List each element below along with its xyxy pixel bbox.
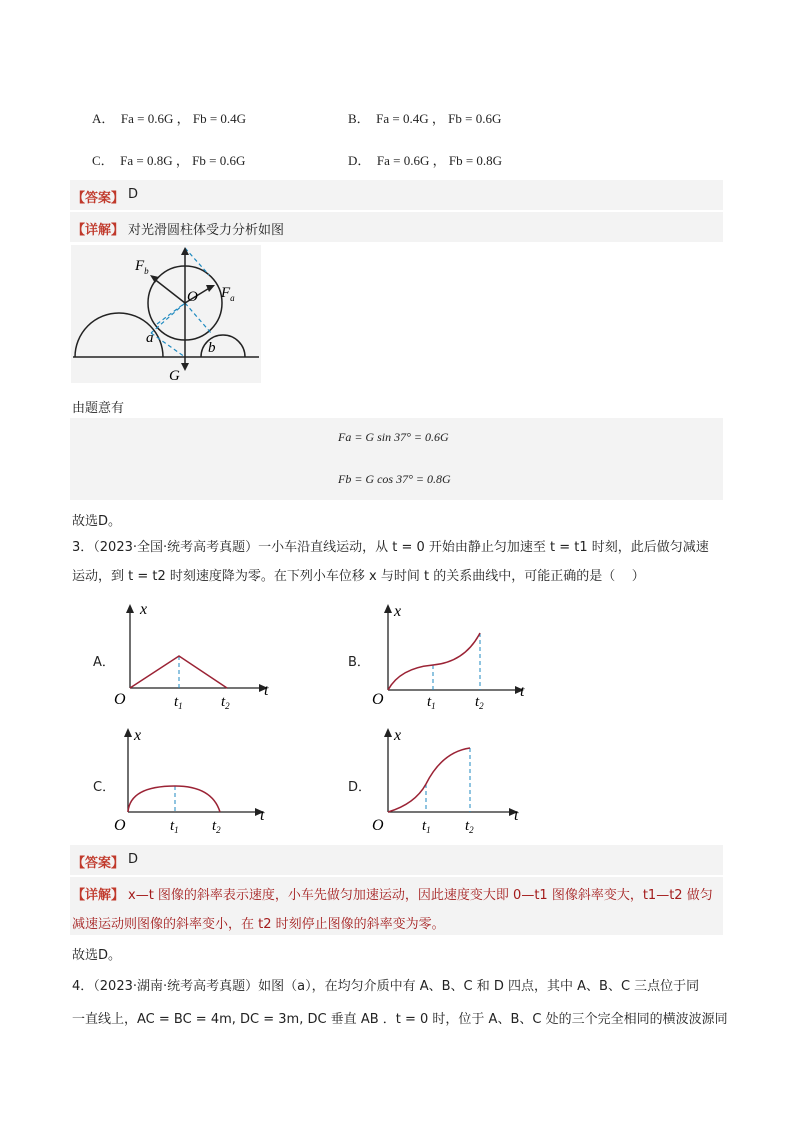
label-o: O — [187, 289, 198, 305]
origin-label: O — [114, 691, 126, 708]
graph-a-label: A． — [93, 655, 115, 670]
q3-answer-tag: 【答案】 — [72, 856, 125, 871]
t2-label: $t_2$ — [221, 694, 230, 711]
option-c: C． Fa = 0.8G ， Fb = 0.6G — [92, 153, 246, 168]
formula-fa: Fa = G sin 37° = 0.6G — [338, 430, 449, 444]
label-g: G — [169, 368, 180, 383]
t1-label: $t_1$ — [427, 694, 436, 711]
q3-line1: 3．（2023·全国·统考高考真题）一小车沿直线运动，从 t = 0 开始由静止匀加速至 t = t1 时刻，此后做匀减速 — [72, 540, 709, 555]
t2-label: $t_2$ — [465, 818, 474, 835]
answer-tag: 【答案】 — [72, 191, 125, 206]
graph-b — [370, 600, 540, 712]
graph-c-label: C． — [93, 780, 116, 795]
x-label: x — [134, 727, 142, 744]
label-a: a — [146, 330, 154, 346]
label-fa: $F_a$ — [221, 285, 235, 303]
curve-b — [388, 633, 480, 690]
x-arrowhead — [124, 728, 132, 737]
option-a: A． Fa = 0.6G ， Fb = 0.4G — [92, 111, 247, 126]
x-arrowhead — [126, 604, 134, 613]
force-diagram — [71, 245, 261, 383]
x-label: x — [140, 601, 148, 618]
q3-detail-line1: x—t 图像的斜率表示速度，小车先做匀加速运动，因此速度变大即 0—t1 图像斜率变大，t1—t2 做匀 — [128, 888, 713, 903]
label-b: b — [208, 340, 216, 356]
x-label: x — [394, 603, 402, 620]
detail-text: 对光滑圆柱体受力分析如图 — [128, 223, 285, 238]
t1-label: $t_1$ — [174, 694, 183, 711]
t-label: t — [514, 807, 519, 824]
q3-detail-line2: 减速运动则图像的斜率变小，在 t2 时刻停止图像的斜率变为零。 — [72, 917, 445, 932]
graph-a — [112, 600, 282, 712]
origin-label: O — [372, 691, 384, 708]
q4-line2: 一直线上，AC = BC = 4m, DC = 3m, DC 垂直 AB ．t = 0 时，位于 A、B、C 处的三个完全相同的横波波源同 — [72, 1012, 728, 1027]
q3-detail-tag: 【详解】 — [72, 888, 125, 903]
x-arrowhead — [384, 728, 392, 737]
option-d: D． Fa = 0.6G ， Fb = 0.8G — [348, 153, 503, 168]
graph-c — [112, 724, 282, 836]
graph-b-label: B． — [348, 655, 370, 670]
t-label: t — [520, 683, 525, 700]
answer-value: D — [128, 187, 139, 202]
t2-label: $t_2$ — [212, 818, 221, 835]
graph-d — [370, 724, 540, 836]
t2-label: $t_2$ — [475, 694, 484, 711]
q4-line1: 4．（2023·湖南·统考高考真题）如图（a），在均匀介质中有 A、B、C 和 D 四点，其中 A、B、C 三点位于同 — [72, 979, 700, 994]
condition-text: 由题意有 — [72, 401, 125, 416]
q2-conclusion: 故选D。 — [72, 514, 122, 529]
q3-answer-band — [70, 845, 723, 875]
diagram-background — [71, 245, 261, 383]
formula-fb: Fb = G cos 37° = 0.8G — [338, 472, 451, 486]
q3-line2: 运动，到 t = t2 时刻速度降为零。在下列小车位移 x 与时间 t 的关系曲线中，可能正确的是（ ） — [72, 569, 645, 584]
t1-label: $t_1$ — [422, 818, 431, 835]
origin-label: O — [114, 817, 126, 834]
t-label: t — [260, 807, 265, 824]
q3-answer-value: D — [128, 852, 139, 867]
x-label: x — [394, 727, 402, 744]
t1-label: $t_1$ — [170, 818, 179, 835]
option-b: B． Fa = 0.4G ， Fb = 0.6G — [348, 111, 502, 126]
curve-d — [388, 748, 470, 812]
answer-band — [70, 180, 723, 210]
q3-conclusion: 故选D。 — [72, 948, 122, 963]
t-label: t — [264, 682, 269, 699]
x-arrowhead — [384, 604, 392, 613]
detail-tag: 【详解】 — [72, 223, 125, 238]
origin-label: O — [372, 817, 384, 834]
curve-c — [128, 786, 220, 812]
graph-d-label: D． — [348, 780, 372, 795]
label-fb: $F_b$ — [135, 258, 149, 276]
